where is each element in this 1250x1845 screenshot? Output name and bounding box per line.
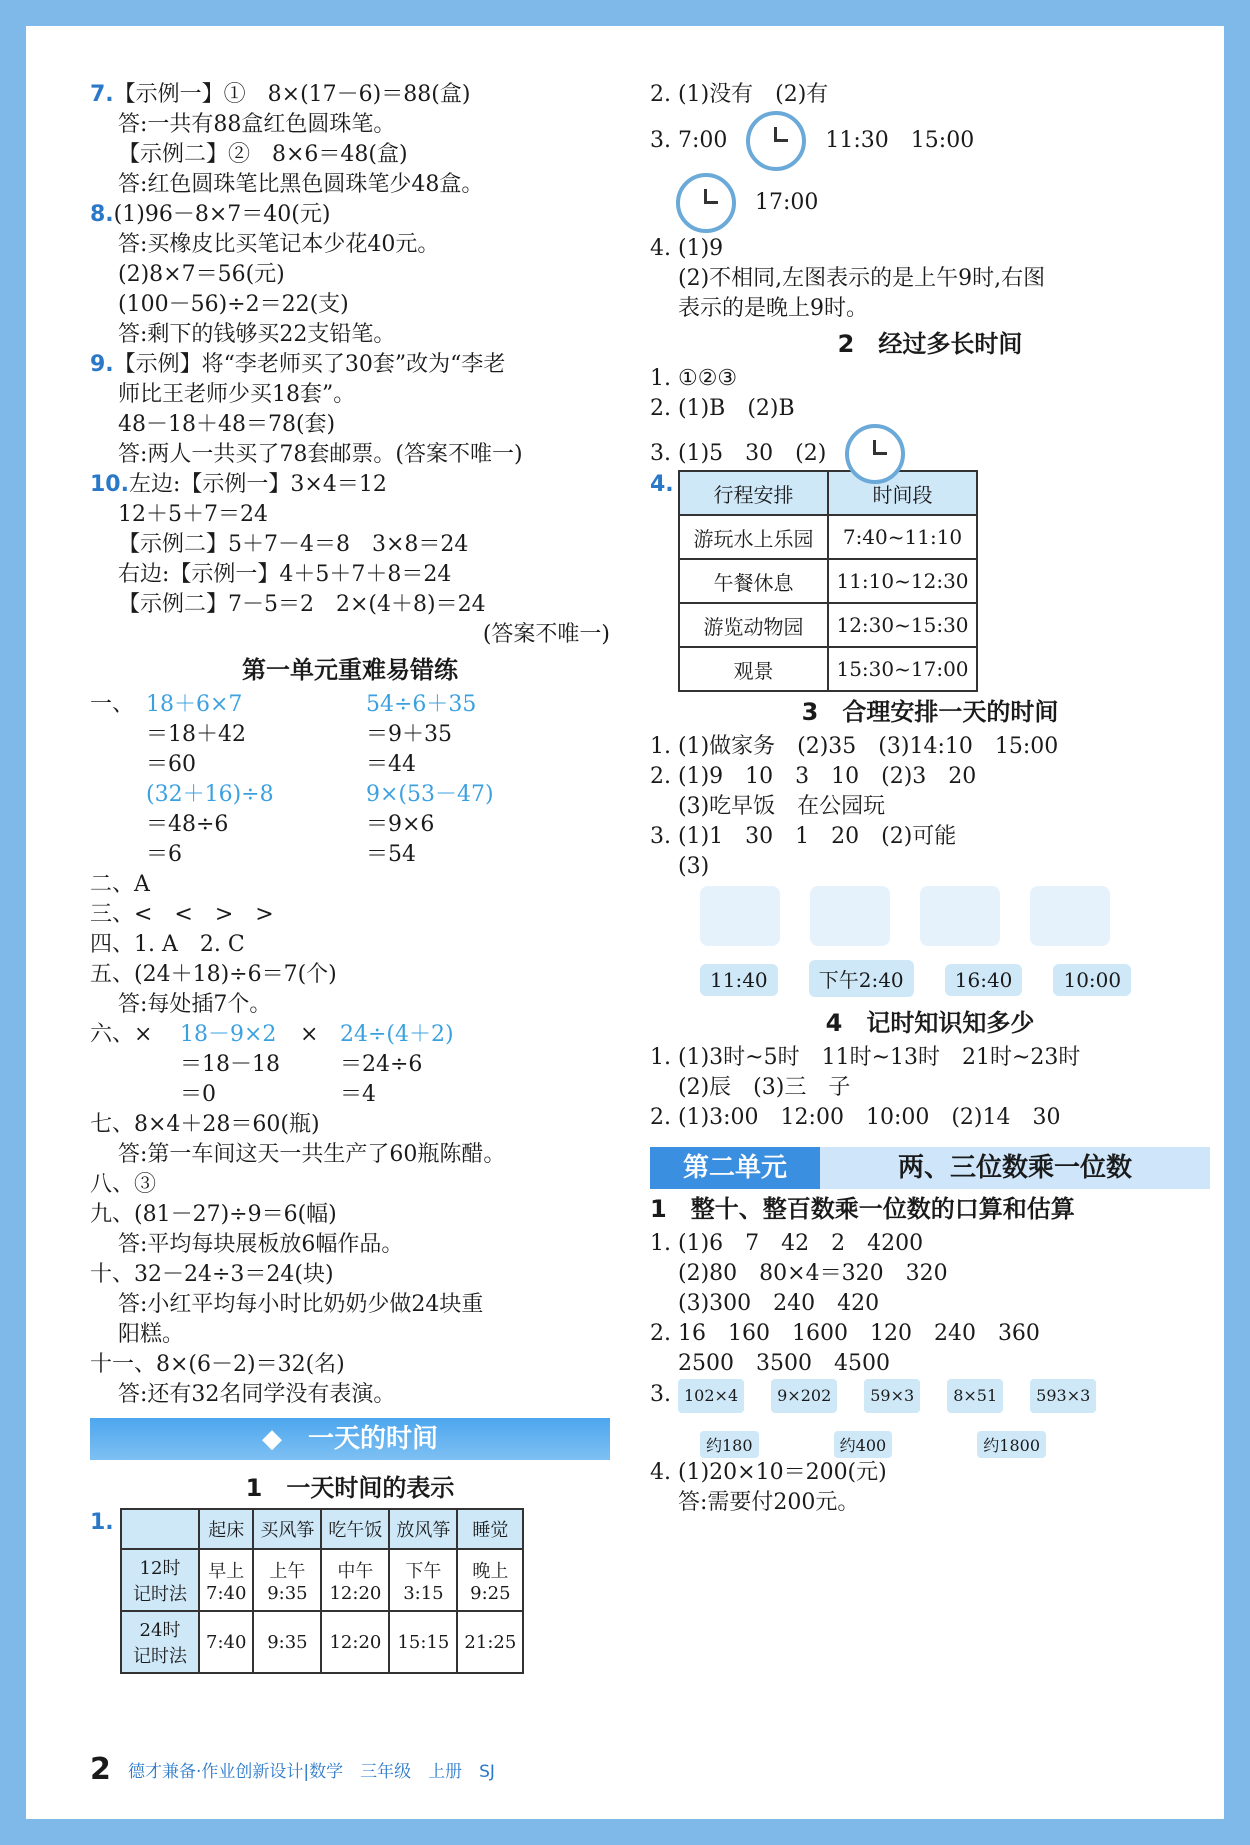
r-s5-l2: (2)80 80×4＝320 320 <box>678 1261 948 1286</box>
r-s3-l2: 2. (1)9 10 3 10 (2)3 20 <box>650 764 977 789</box>
r-s4-l1: 1. (1)3时~5时 11时~13时 21时~23时 <box>650 1045 1081 1070</box>
ex10-l1: 十、32－24÷3＝24(块) <box>90 1262 334 1287</box>
q9-line: 【示例】将“李老师买了30套”改为“李老 <box>113 352 506 377</box>
ex6-b2: ＝24÷6 <box>340 1052 423 1077</box>
est-box: 约1800 <box>977 1431 1046 1458</box>
row2-cell: 7:40 <box>199 1611 253 1673</box>
r-s5-l4: 2. 16 160 1600 120 240 360 <box>650 1321 1040 1346</box>
unit2-label: 第二单元 <box>650 1147 820 1189</box>
r-s5-l6: 3. <box>650 1382 671 1407</box>
clock-icon <box>845 424 905 484</box>
q9-l4: 答:两人一共买了78套邮票。(答案不唯一) <box>118 442 523 467</box>
time-box: 下午2:40 <box>809 960 914 997</box>
ex6-a3: ＝0 <box>180 1082 216 1107</box>
ex3: 三、< < > > <box>90 902 274 927</box>
est-box: 约400 <box>834 1431 893 1458</box>
page-number: 2 <box>90 1752 111 1787</box>
time-choices <box>700 960 1210 997</box>
r-q3b: 11:30 15:00 <box>825 128 975 153</box>
r-s2-l3: 3. (1)5 30 (2) <box>650 441 827 466</box>
ex6-a1: 18－9×2 <box>180 1022 277 1047</box>
th-plan: 行程安排 <box>679 471 828 515</box>
ex6-b1: 24÷(4＋2) <box>340 1022 454 1047</box>
q7-line: 【示例一】① 8×(17－6)＝88(盒) <box>113 82 471 107</box>
r-s6-l1: 4. (1)20×10＝200(元) <box>650 1460 887 1485</box>
r-s3-l3: (3)吃早饭 在公园玩 <box>678 794 886 819</box>
ex6-label: 六、× <box>90 1022 153 1047</box>
q8-num: 8. <box>90 202 114 227</box>
time-box: 10:00 <box>1053 964 1131 996</box>
ex1-b3: ＝44 <box>366 752 416 777</box>
r-s5-l3: (3)300 240 420 <box>678 1291 880 1316</box>
clock-icon <box>746 111 806 171</box>
r-q4-l3: 表示的是晚上9时。 <box>678 296 868 321</box>
ex1-block <box>90 690 610 870</box>
mul-box: 102×4 <box>678 1379 744 1413</box>
r-s4-l2: (2)辰 (3)三 子 <box>678 1075 851 1100</box>
ex1-a2: ＝18＋42 <box>146 722 246 747</box>
ex5-l2: 答:每处插7个。 <box>118 992 272 1017</box>
ex1-d1: 9×(53－47) <box>366 782 494 807</box>
answer-page <box>80 80 1180 1780</box>
row2-cell: 15:15 <box>389 1611 457 1673</box>
child-studying-picture <box>810 886 890 946</box>
r-s6-l2: 答:需要付200元。 <box>678 1490 860 1515</box>
page-footer <box>90 1752 495 1787</box>
ex1-d2: ＝9×6 <box>366 812 435 837</box>
activity-pictures <box>700 886 1210 946</box>
corner-cell <box>121 1509 199 1549</box>
ex1-c2: ＝48÷6 <box>146 812 229 837</box>
sub2-title: 2 经过多长时间 <box>837 330 1023 358</box>
th-wake: 起床 <box>199 1509 253 1549</box>
r-q3a: 3. 7:00 <box>650 128 728 153</box>
r-s5-l1: 1. (1)6 7 42 2 4200 <box>650 1231 924 1256</box>
r-s2-l2: 2. (1)B (2)B <box>650 396 795 421</box>
q8-l3: (2)8×7＝56(元) <box>118 262 285 287</box>
time-box: 16:40 <box>945 964 1023 996</box>
plan-cell: 午餐休息 <box>679 559 828 603</box>
footer-text: 德才兼备·作业创新设计|数学 三年级 上册 SJ <box>127 1762 495 1782</box>
plan-cell: 观景 <box>679 647 828 691</box>
ex9-l2: 答:平均每块展板放6幅作品。 <box>118 1232 404 1257</box>
row1-label: 12时 记时法 <box>121 1549 199 1611</box>
table2-block <box>650 470 1210 692</box>
ex1-d3: ＝54 <box>366 842 416 867</box>
q10-l3: 【示例二】5＋7－4＝8 3×8＝24 <box>118 532 469 557</box>
ex6-mid: × <box>300 1022 319 1047</box>
r-q4-l1: 4. (1)9 <box>650 236 724 261</box>
table2-num: 4. <box>650 472 674 497</box>
sub1-title: 1 一天时间的表示 <box>245 1474 455 1502</box>
plan-cell: 游览动物园 <box>679 603 828 647</box>
period-cell: 11:10~12:30 <box>828 559 977 603</box>
row2-cell: 9:35 <box>253 1611 321 1673</box>
unit2-banner <box>650 1147 1210 1189</box>
r-s4-l3: 2. (1)3:00 12:00 10:00 (2)14 30 <box>650 1105 1061 1130</box>
ex6-b3: ＝4 <box>340 1082 376 1107</box>
row1-cell: 中午 12:20 <box>321 1549 389 1611</box>
row2-label: 24时 记时法 <box>121 1611 199 1673</box>
mul-box: 8×51 <box>947 1379 1003 1413</box>
ex11-l1: 十一、8×(6－2)＝32(名) <box>90 1352 345 1377</box>
r-s3-l4: 3. (1)1 30 1 20 (2)可能 <box>650 824 957 849</box>
q8-l4: (100－56)÷2＝22(支) <box>118 292 349 317</box>
q10-l2: 12＋5＋7＝24 <box>118 502 268 527</box>
unit2-title: 两、三位数乘一位数 <box>820 1147 1210 1189</box>
ex7-l1: 七、8×4＋28＝60(瓶) <box>90 1112 320 1137</box>
right-column <box>650 80 1210 1518</box>
q10-line: 左边:【示例一】3×4＝12 <box>128 472 387 497</box>
clock-icon <box>676 173 736 233</box>
r-s5-l5: 2500 3500 4500 <box>678 1351 890 1376</box>
est-box: 约180 <box>700 1431 759 1458</box>
r-s2-l1: 1. ①②③ <box>650 366 738 391</box>
q10-note: (答案不唯一) <box>482 622 610 647</box>
ex2: 二、A <box>90 872 150 897</box>
estimate-row <box>700 1431 1210 1458</box>
child-reading-picture <box>1030 886 1110 946</box>
ex7-l2: 答:第一车间这天一共生产了60瓶陈醋。 <box>118 1142 506 1167</box>
left-column <box>90 80 610 1674</box>
ex1-c1: (32＋16)÷8 <box>146 782 274 807</box>
ex1-c3: ＝6 <box>146 842 182 867</box>
ex1-label: 一、 <box>90 692 135 717</box>
ex8: 八、③ <box>90 1172 157 1197</box>
mul-box: 593×3 <box>1030 1379 1096 1413</box>
row1-cell: 上午 9:35 <box>253 1549 321 1611</box>
ex1-b2: ＝9＋35 <box>366 722 452 747</box>
q10-l4: 右边:【示例一】4＋5＋7＋8＝24 <box>118 562 452 587</box>
ex5-l1: 五、(24＋18)÷6＝7(个) <box>90 962 337 987</box>
time-box: 11:40 <box>700 964 778 996</box>
child-swimming-picture <box>920 886 1000 946</box>
r-s3-l1: 1. (1)做家务 (2)35 (3)14:10 15:00 <box>650 734 1059 759</box>
mul-box: 59×3 <box>864 1379 920 1413</box>
r-s3-l5: (3) <box>678 854 710 879</box>
period-cell: 7:40~11:10 <box>828 515 977 559</box>
time-table <box>120 1508 524 1674</box>
q9-num: 9. <box>90 352 114 377</box>
th-period: 时间段 <box>828 471 977 515</box>
q8-l5: 答:剩下的钱够买22支铅笔。 <box>118 322 396 347</box>
ex4: 四、1. A 2. C <box>90 932 245 957</box>
ex1-b1: 54÷6＋35 <box>366 692 477 717</box>
r-q4-l2: (2)不相同,左图表示的是上午9时,右图 <box>678 266 1046 291</box>
sub5-title: 1 整十、整百数乘一位数的口算和估算 <box>650 1195 1075 1223</box>
q8-line: (1)96－8×7＝40(元) <box>113 202 331 227</box>
table1-block <box>90 1508 610 1674</box>
q7-answer2: 答:红色圆珠笔比黑色圆珠笔少48盒。 <box>118 172 484 197</box>
q7-answer1: 答:一共有88盒红色圆珠笔。 <box>118 112 396 137</box>
sub4-title: 4 记时知识知多少 <box>825 1009 1035 1037</box>
mul-box: 9×202 <box>771 1379 837 1413</box>
unit1-review-title: 第一单元重难易错练 <box>242 656 458 684</box>
th-kite-fly: 放风筝 <box>389 1509 457 1549</box>
table1-num: 1. <box>90 1510 114 1535</box>
schedule-table <box>678 470 978 692</box>
q7-line2: 【示例二】② 8×6＝48(盒) <box>118 142 408 167</box>
period-cell: 15:30~17:00 <box>828 647 977 691</box>
section-title: 一天的时间 <box>307 1424 438 1454</box>
row2-cell: 21:25 <box>457 1611 523 1673</box>
q9-l2: 师比王老师少买18套”。 <box>118 382 356 407</box>
ex1-a3: ＝60 <box>146 752 196 777</box>
plan-cell: 游玩水上乐园 <box>679 515 828 559</box>
ex6-block <box>90 1020 610 1110</box>
ex1-a1: 18＋6×7 <box>146 692 243 717</box>
r-q2: 2. (1)没有 (2)有 <box>650 82 829 107</box>
th-lunch: 吃午饭 <box>321 1509 389 1549</box>
row2-cell: 12:20 <box>321 1611 389 1673</box>
q10-l5: 【示例二】7－5＝2 2×(4＋8)＝24 <box>118 592 486 617</box>
th-kite-buy: 买风筝 <box>253 1509 321 1549</box>
sub3-title: 3 合理安排一天的时间 <box>801 698 1059 726</box>
r-q3c: 17:00 <box>755 190 819 215</box>
th-sleep: 睡觉 <box>457 1509 523 1549</box>
row1-cell: 下午 3:15 <box>389 1549 457 1611</box>
row1-cell: 早上 7:40 <box>199 1549 253 1611</box>
q8-l2: 答:买橡皮比买笔记本少花40元。 <box>118 232 440 257</box>
q7-num: 7. <box>90 82 114 107</box>
ex10-l2: 答:小红平均每小时比奶奶少做24块重 <box>118 1292 484 1317</box>
q9-l3: 48－18＋48＝78(套) <box>118 412 336 437</box>
child-writing-picture <box>700 886 780 946</box>
row1-cell: 晚上 9:25 <box>457 1549 523 1611</box>
section-banner: ◆ 一天的时间 <box>90 1418 610 1460</box>
period-cell: 12:30~15:30 <box>828 603 977 647</box>
ex6-a2: ＝18－18 <box>180 1052 280 1077</box>
ex10-l3: 阳糕。 <box>118 1322 185 1347</box>
ex11-l2: 答:还有32名同学没有表演。 <box>118 1382 396 1407</box>
ex9-l1: 九、(81－27)÷9＝6(幅) <box>90 1202 337 1227</box>
q10-num: 10. <box>90 472 129 497</box>
